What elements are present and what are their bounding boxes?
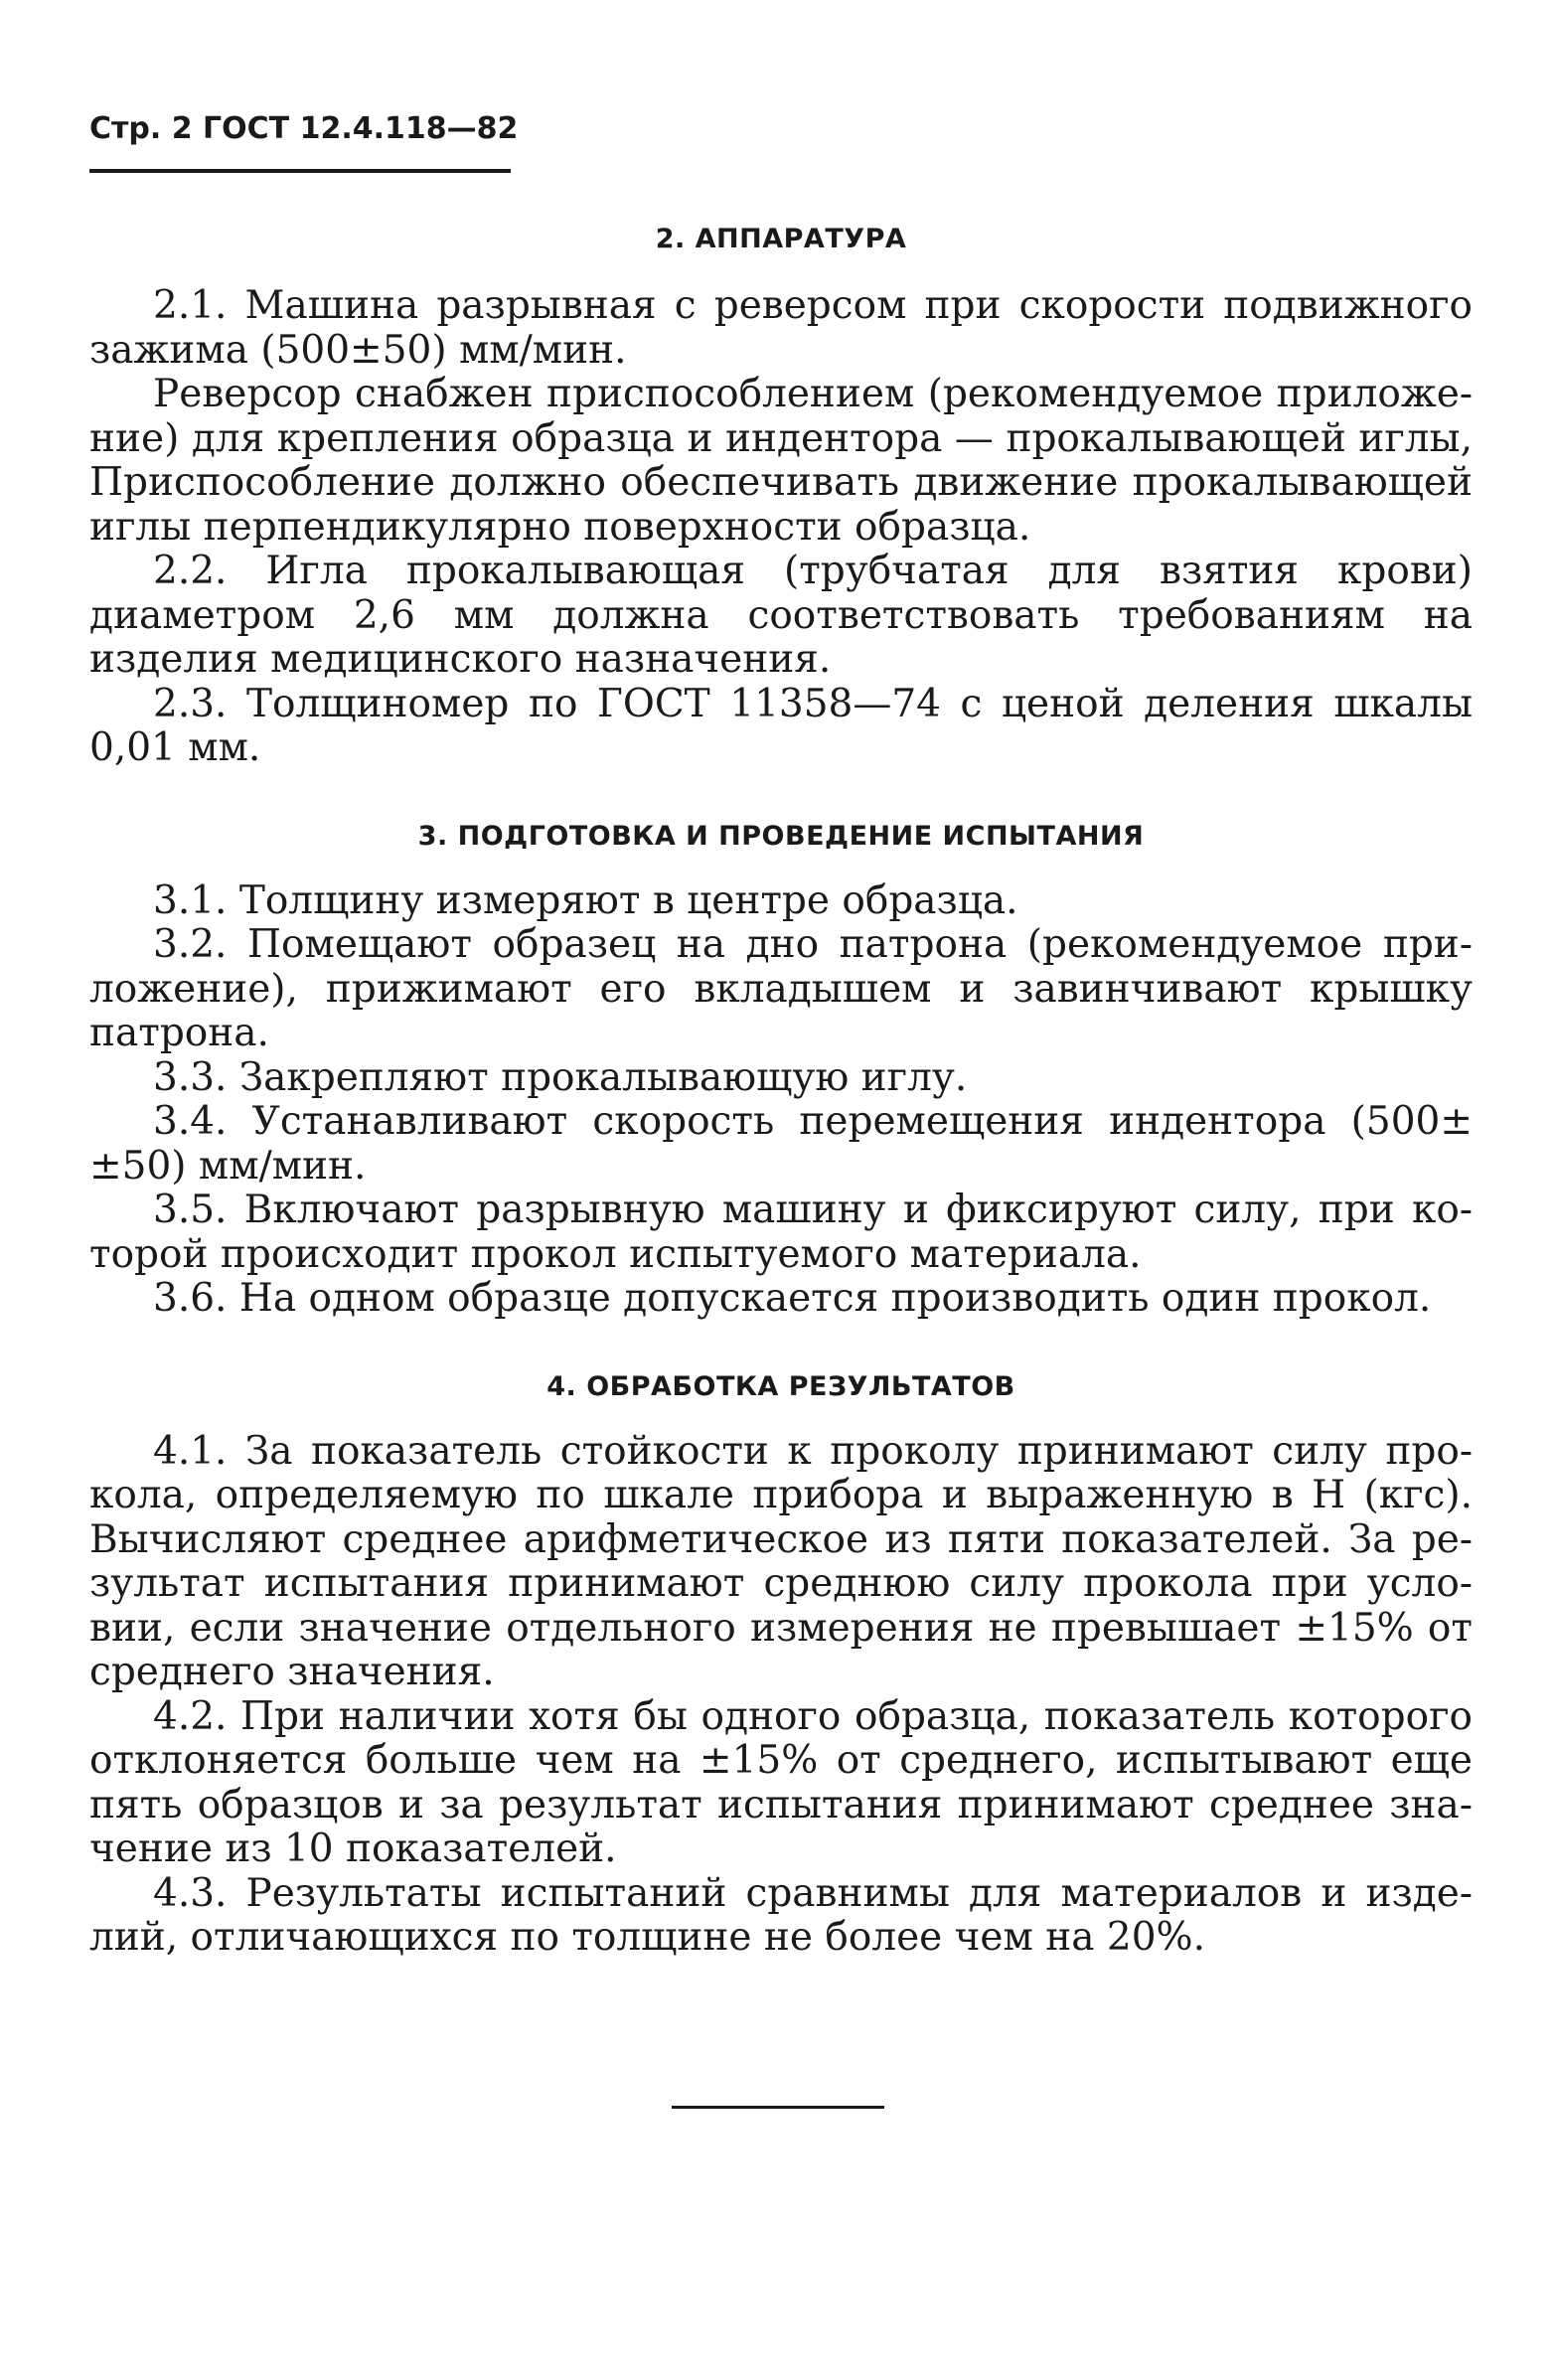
- paragraph: 3.2. Помещают образец на дно патрона (рекомендуемое приложение), прижимают его вкладышем и завинчивают крышку патрона.: [89, 922, 1473, 1055]
- header-rule: [89, 169, 511, 173]
- paragraph: 4.3. Результаты испытаний сравнимы для материалов и изделий, отличающихся по толщине не более чем на 20%.: [89, 1870, 1473, 1960]
- section-apparatus: [89, 224, 1473, 771]
- paragraph: 2.1. Машина разрывная с реверсом при скорости подвижного зажима (500±50) мм/мин.: [89, 283, 1473, 373]
- section-title: 2. АППАРАТУРА: [655, 224, 907, 254]
- running-header: Стр. 2 ГОСТ 12.4.118—82: [89, 111, 519, 146]
- paragraph: 4.1. За показатель стойкости к проколу принимают силу прокола, определяемую по шкале прибора и выраженную в Н (кгс). Вычисляют среднее арифметическое из пяти показателей. За результат испытания принимают среднюю силу прокола при условии, если значение отдельного измерения не превышает ±15% от среднего значения.: [89, 1428, 1473, 1694]
- paragraph: 2.2. Игла прокалывающая (трубчатая для взятия крови) диаметром 2,6 мм должна соответствовать требованиям на изделия медицинского назначения.: [89, 549, 1473, 682]
- paragraph: 3.5. Включают разрывную машину и фиксируют силу, при которой происходит прокол испытуемого материала.: [89, 1188, 1473, 1277]
- section-title: 4. ОБРАБОТКА РЕЗУЛЬТАТОВ: [546, 1370, 1015, 1402]
- paragraph: 4.2. При наличии хотя бы одного образца, показатель которого отклоняется больше чем на ±15% от среднего, испытывают еще пять образцов и за результат испытания принимают среднее значение из 10 показателей.: [89, 1693, 1473, 1871]
- paragraph: 3.4. Устанавливают скорость перемещения индентора (500± ±50) мм/мин.: [89, 1099, 1473, 1189]
- section-preparation-and-testing: [89, 821, 1473, 1322]
- paragraph: 3.6. На одном образце допускается производить один прокол.: [153, 1276, 1432, 1321]
- paragraph: Реверсор снабжен приспособлением (рекомендуемое приложение) для крепления образца и индентора — прокалывающей иглы, Приспособление должно обеспечивать движение прокалывающей иглы перпендикулярно поверхности образца.: [89, 372, 1473, 550]
- document-body: [89, 214, 1473, 1961]
- section-title: 3. ПОДГОТОВКА И ПРОВЕДЕНИЕ ИСПЫТАНИЯ: [417, 820, 1145, 852]
- paragraph: 2.3. Толщиномер по ГОСТ 11358—74 с ценой деления шкалы 0,01 мм.: [89, 681, 1473, 770]
- end-of-text-rule: [672, 2106, 884, 2109]
- section-results-processing: [89, 1371, 1473, 1961]
- paragraph: 3.1. Толщину измеряют в центре образца.: [153, 877, 1018, 923]
- paragraph: 3.3. Закрепляют прокалывающую иглу.: [153, 1054, 968, 1100]
